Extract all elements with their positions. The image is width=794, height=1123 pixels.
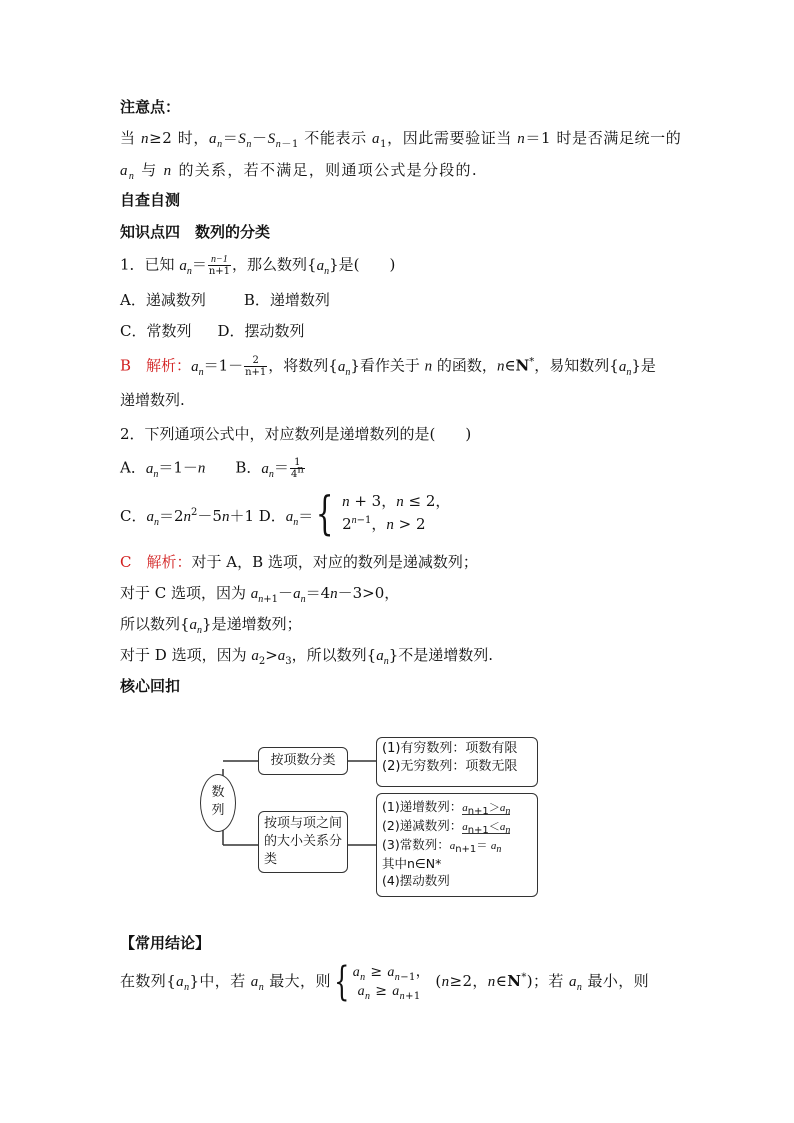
diagram-branch-2-item-2: (2)递减数列：$a_{n+1}<a_n$ <box>382 818 511 837</box>
q2-analysis-1-text: 对于 A，B 选项，对应的数列是递减数列； <box>191 553 478 571</box>
q2-analysis-3: 所以数列$\{a_n\}$是递增数列； <box>120 615 302 636</box>
q2-answer: C <box>120 553 132 571</box>
q1-analysis-label: 解析： <box>146 356 192 375</box>
q1-answer: B <box>120 356 132 375</box>
diagram-branch-1-item-1: (1)有穷数列：项数有限 <box>382 741 518 756</box>
classification-diagram <box>195 733 555 903</box>
q1-analysis-1: B 解析：$a_n=1-$ $\frac{2}{n+1}$ ，将数列$\{a_n\}$看作关于 n 的函数，n∈N*，易知数列$\{a_n\}$是 <box>120 355 656 378</box>
self-test-heading: 自查自测 <box>120 191 181 209</box>
q2-analysis-1 <box>120 552 478 572</box>
q2-stem: 2．下列通项公式中，对应数列是递增数列的是( ) <box>120 425 472 443</box>
q1-option-c: C．常数列 <box>120 322 192 340</box>
diagram-branch-2-item-3: (3)常数列：$a_{n+1}= a_n$ <box>382 837 502 856</box>
diagram-branch-2-item-4: 其中n∈N* <box>382 856 442 871</box>
q1-option-a: A．递减数列 <box>120 291 206 309</box>
q1-options-cd <box>120 321 305 341</box>
q1-stem: 1．已知 $a_n=$ $\frac{n-1}{n+1}$ ，那么数列$\{a_n\}$是( ) <box>120 254 396 277</box>
diagram-root: 数 列 <box>200 774 236 832</box>
diagram-branch-2: 按项与项之间的大小关系分类 <box>258 811 348 873</box>
q2-options-cd: C．$a_n=2n^2-5n+1$ D．$a_n=$ <box>120 507 314 528</box>
core-heading: 核心回扣 <box>120 677 181 695</box>
diagram-branch-2-item-1: (1)递增数列：$a_{n+1}>a_n$ <box>382 799 511 818</box>
q2-analysis-2: 对于 C 选项，因为 $a_{n+1}-a_n=4n-3>0$， <box>120 584 400 605</box>
section-heading: 知识点四 数列的分类 <box>120 223 271 241</box>
q1-options-ab <box>120 290 330 310</box>
diagram-branch-1: 按项数分类 <box>258 747 348 775</box>
diagram-branch-1-items <box>376 737 538 787</box>
q1-option-d: D．摆动数列 <box>217 322 305 340</box>
q1-option-b: B．递增数列 <box>243 291 330 309</box>
q2-analysis-4: 对于 D 选项，因为 $a_2>a_3$，所以数列$\{a_n\}$不是递增数列. <box>120 646 494 667</box>
diagram-branch-1-item-2: (2)无穷数列：项数无限 <box>382 759 518 774</box>
note-heading: 注意点： <box>120 98 181 116</box>
q2-piecewise: { n + 3，n ≤ 2， $2^{n-1}$，n > 2 <box>315 486 451 540</box>
conclusion-heading: 【常用结论】 <box>120 934 211 952</box>
diagram-branch-2-items <box>376 793 538 897</box>
note-line-2: $a_n$ 与 n 的关系，若不满足，则通项公式是分段的. <box>120 161 478 182</box>
diagram-branch-2-item-5: (4)摆动数列 <box>382 873 450 888</box>
q2-options-ab: A．$a_n=1-n$ B．$a_n=$ $\frac{1}{4^n}$ <box>120 457 304 480</box>
q1-analysis-2: 递增数列. <box>120 391 185 409</box>
q2-analysis-label: 解析： <box>146 553 192 571</box>
conclusion-text: 在数列$\{a_n\}$中，若 $a_n$ 最大，则{ $a_n \ge a_{n-1}$， $a_n \ge a_{n+1}$ (n≥2，n∈N*)；若 $a_n$ 最小，则 <box>120 959 650 1005</box>
note-line-1: 当 n≥2 时，$a_n=S_n-S_{n-1}$ 不能表示 $a_1$，因此需要验证当 n＝1 时是否满足统一的 <box>120 129 682 150</box>
